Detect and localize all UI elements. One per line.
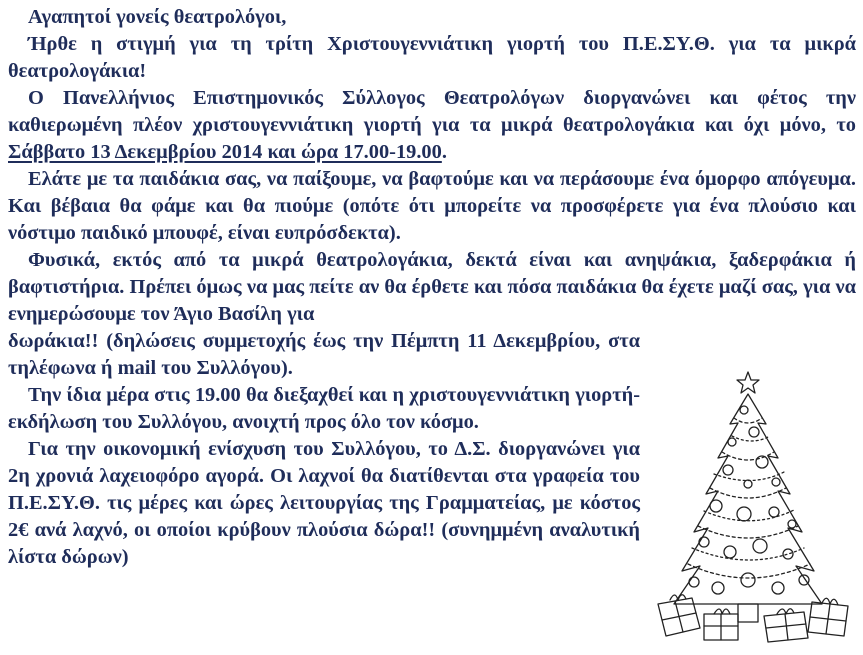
- paragraph-intro: Ήρθε η στιγμή για τη τρίτη Χριστουγεννιάτικη γιορτή του Π.Ε.ΣΥ.Θ. για τα μικρά θεατρολογάκια!: [8, 33, 856, 82]
- paragraph-guests-continued: δωράκια!! (δηλώσεις συμμετοχής έως την Πέμπτη 11 Δεκεμβρίου, στα τηλέφωνα ή mail του Συλλόγου).: [8, 330, 640, 379]
- paragraph-guests: Φυσικά, εκτός από τα μικρά θεατρολογάκια, δεκτά είναι και ανηψάκια, ξαδερφάκια ή βαφτιστήρια. Πρέπει όμως να μας πείτε αν θα έρθετε και πόσα παιδάκια θα έχετε μαζί σας, για να ενημερώσουμε τον Άγιο Βασίλη για: [8, 249, 856, 325]
- event-text-end: .: [441, 141, 447, 163]
- event-text: Ο Πανελλήνιος Επιστημονικός Σύλλογος Θεατρολόγων διοργανώνει και φέτος την καθιερωμένη πλέον χριστουγεννιάτικη γιορτή για τα μικρά θεατρολογάκια και όχι μόνο, το: [8, 87, 856, 136]
- christmas-tree-icon: [652, 366, 857, 646]
- paragraph-lottery: Για την οικονομική ενίσχυση του Συλλόγου, το Δ.Σ. διοργανώνει για 2η χρονιά λαχειοφόρο αγορά. Οι λαχνοί θα διατίθενται στα γραφεία του Π.Ε.ΣΥ.Θ. τις μέρες και ώρες λειτουργίας της Γραμματείας, με κόστος 2€ ανά λαχνό, οι οποίοι κρύβουν πλούσια δώρα!! (συνημμένη αναλυτική λίστα δώρων): [8, 438, 640, 568]
- paragraph-event: [8, 85, 856, 166]
- paragraph-invitation: Ελάτε με τα παιδάκια σας, να παίξουμε, να βαφτούμε και να περάσουμε ένα όμορφο απόγευμα. Και βέβαια θα φάμε και θα πιούμε (οπότε ότι μπορείτε να προσφέρετε για ένα πλούσιο και νόστιμο παιδικό μπουφέ, είναι ευπρόσδεκτα).: [8, 168, 856, 244]
- greeting: Αγαπητοί γονείς θεατρολόγοι,: [28, 6, 287, 28]
- paragraph-celebration: Την ίδια μέρα στις 19.00 θα διεξαχθεί και η χριστουγεννιάτικη γιορτή-εκδήλωση του Συλλόγου, ανοιχτή προς όλο τον κόσμο.: [8, 384, 640, 433]
- event-date: Σάββατο 13 Δεκεμβρίου 2014 και ώρα 17.00-19.00: [8, 141, 442, 163]
